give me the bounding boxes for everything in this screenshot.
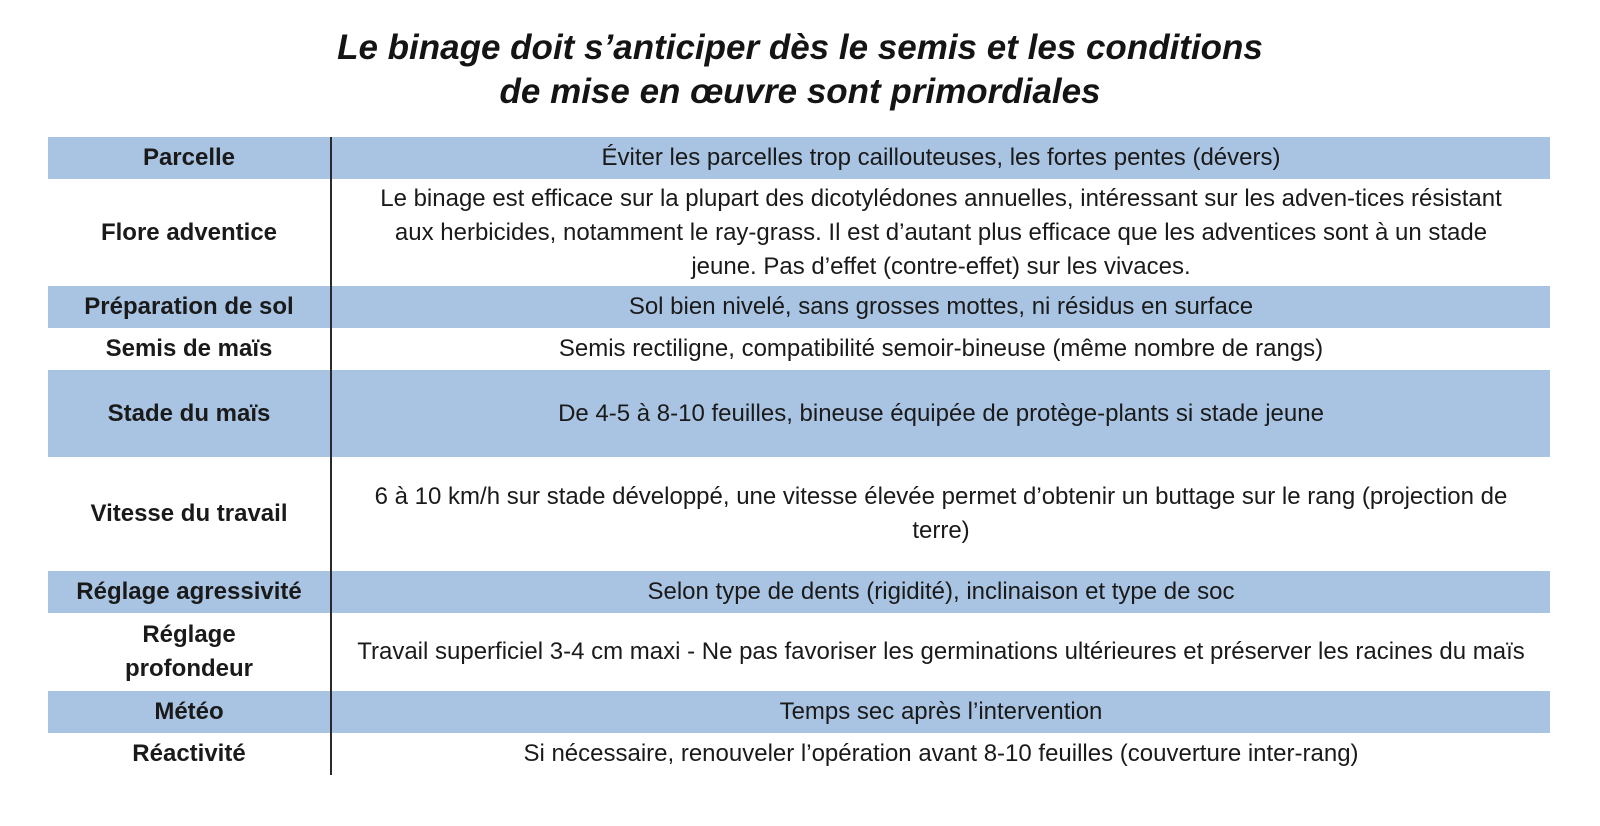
row-label: Vitesse du travail — [48, 457, 332, 571]
row-value: Temps sec après l’intervention — [779, 698, 1103, 725]
row-value: Si nécessaire, renouveler l’opération avant 8-10 feuilles (couverture inter-rang) — [523, 740, 1359, 767]
table-row-reglage-agressivite — [48, 571, 1550, 613]
table-row-parcelle — [48, 137, 1550, 179]
row-value: Selon type de dents (rigidité), inclinaison et type de soc — [647, 578, 1235, 605]
row-value: Le binage est efficace sur la plupart des dicotylédones annuelles, intéressant sur les adven-tices résistant aux herbicides, notamment le ray-grass. Il est d’autant plus efficace que les adventices sont à un stade jeune. Pas d’effet (contre-effet) sur les vivaces. — [380, 184, 1502, 280]
conditions-table — [48, 137, 1550, 775]
row-value: 6 à 10 km/h sur stade développé, une vitesse élevée permet d’obtenir un buttage sur le rang (projection de terre) — [374, 483, 1508, 544]
row-label: Météo — [48, 691, 332, 733]
row-label: Parcelle — [48, 137, 332, 179]
row-label: Stade du maïs — [48, 370, 332, 457]
row-value: Éviter les parcelles trop caillouteuses, les fortes pentes (dévers) — [601, 144, 1281, 171]
row-label: Réglage agressivité — [48, 571, 332, 613]
table-row-reglage-profondeur — [48, 613, 1550, 691]
table-row-reactivite — [48, 733, 1550, 775]
row-value: Sol bien nivelé, sans grosses mottes, ni résidus en surface — [628, 293, 1254, 320]
row-value: De 4-5 à 8-10 feuilles, bineuse équipée de protège-plants si stade jeune — [558, 399, 1324, 427]
row-label: Réglage profondeur — [48, 613, 332, 691]
title-line-2: de mise en œuvre sont primordiales — [499, 72, 1101, 111]
table-row-preparation-sol — [48, 286, 1550, 328]
row-label: Préparation de sol — [48, 286, 332, 328]
table-row-semis-mais — [48, 328, 1550, 370]
table-row-vitesse-travail — [48, 457, 1550, 571]
row-value: Travail superficiel 3-4 cm maxi - Ne pas favoriser les germinations ultérieures et préserver les racines du maïs — [357, 638, 1525, 665]
title-line-1: Le binage doit s’anticiper dès le semis et les conditions — [337, 28, 1263, 67]
row-label: Flore adventice — [48, 179, 332, 286]
table-row-stade-mais — [48, 370, 1550, 457]
row-label: Semis de maïs — [48, 328, 332, 370]
table-row-flore-adventice — [48, 179, 1550, 286]
page-title — [0, 26, 1600, 114]
table-row-meteo — [48, 691, 1550, 733]
row-value: Semis rectiligne, compatibilité semoir-bineuse (même nombre de rangs) — [558, 335, 1324, 362]
row-label: Réactivité — [48, 733, 332, 775]
